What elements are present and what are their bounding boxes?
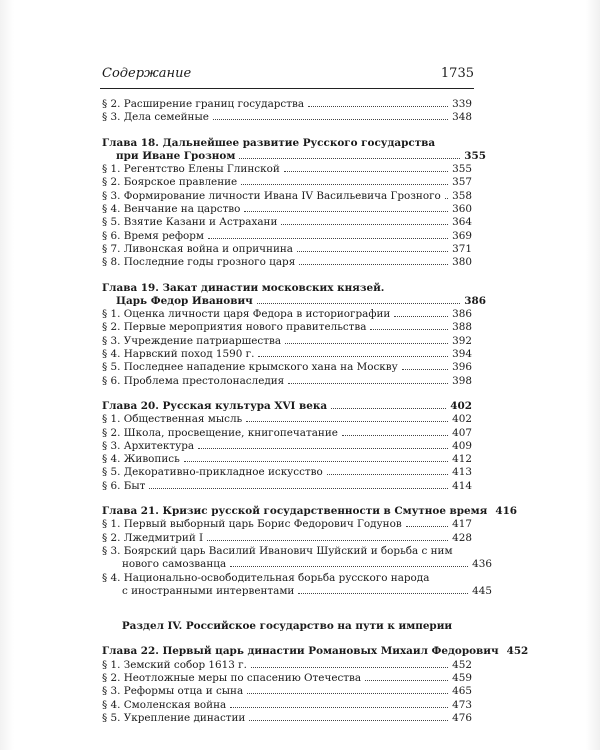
toc-entry[interactable] (102, 545, 472, 558)
toc-entry-text: § 1. Общественная мысль (102, 413, 243, 426)
toc-entry-page: 409 (452, 439, 472, 452)
chapter-heading-text: Глава 22. Первый царь династии Романовых Михаил Федорович (102, 645, 499, 658)
dot-leader (281, 216, 448, 225)
chapter-heading-continuation-text: при Иване Грозном (116, 149, 236, 162)
chapter-heading-continuation-text: Царь Федор Иванович (116, 294, 253, 307)
chapter-heading-continuation[interactable] (102, 295, 486, 308)
toc-entry-page: 398 (452, 374, 472, 387)
running-header (100, 66, 474, 89)
toc-entry-continuation-text: с иностранными интервентами (122, 584, 295, 597)
toc-entry-continuation-text: нового самозванца (122, 558, 227, 571)
toc-entry-page: 386 (452, 308, 472, 321)
toc-entry-text: § 3. Боярский царь Василий Иванович Шуйский и борьба с ним (102, 544, 453, 557)
dot-leader (327, 466, 448, 475)
toc-entry-text: § 2. Школа, просвещение, книгопечатание (102, 426, 338, 439)
dot-leader (244, 203, 448, 212)
dot-leader (258, 348, 448, 357)
toc-entry-page: 414 (452, 479, 472, 492)
toc-entry-page: 360 (452, 203, 472, 216)
toc-entry-text: § 4. Венчание на царство (102, 203, 241, 216)
toc-entry-continuation[interactable] (102, 585, 492, 598)
toc-entry-text: § 1. Первый выборный царь Борис Федорович Годунов (102, 518, 402, 531)
chapter-heading-continuation-page: 355 (464, 149, 486, 162)
dot-leader (394, 308, 448, 317)
dot-leader (246, 413, 448, 422)
toc-entry-page: 428 (452, 531, 472, 544)
toc-entry-text: § 6. Время реформ (102, 229, 205, 242)
toc-entry-text: § 2. Первые мероприятия нового правительства (102, 321, 367, 334)
chapter-heading-text: Глава 18. Дальнейшее развитие Русского государства (102, 136, 436, 149)
chapter-heading-page: 402 (450, 399, 472, 412)
dot-leader (342, 427, 448, 436)
toc-entry[interactable] (102, 532, 472, 545)
toc-entry-text: § 4. Национально-освободительная борьба русского народа (102, 571, 430, 584)
dot-leader (298, 585, 468, 594)
toc-entry-text: § 2. Расширение границ государства (102, 98, 305, 110)
toc-entry-text: § 5. Укрепление династии (102, 711, 246, 724)
dot-leader (184, 453, 448, 462)
spacer (102, 125, 472, 137)
toc-entry-continuation-page: 436 (472, 558, 492, 571)
dot-leader (445, 190, 448, 199)
toc-entry-page: 402 (452, 413, 472, 426)
header-page-number: 1735 (440, 66, 474, 81)
toc-entry[interactable] (102, 518, 472, 531)
toc-entry-page: 364 (452, 216, 472, 229)
toc-entry[interactable] (102, 243, 472, 256)
toc-entry[interactable] (102, 427, 472, 440)
dot-leader (249, 712, 448, 721)
dot-leader (251, 659, 448, 668)
toc-entry[interactable] (102, 672, 472, 685)
chapter-heading-page: 416 (495, 505, 518, 518)
dot-leader (230, 558, 468, 567)
toc-entry-page: 417 (452, 518, 472, 531)
toc-entry-page: 459 (452, 671, 472, 684)
dot-leader (207, 532, 448, 541)
dot-leader (247, 685, 448, 694)
dot-leader (198, 440, 448, 449)
toc-entry-page: 357 (452, 176, 472, 189)
toc-entry[interactable] (102, 453, 472, 466)
toc-entry-text: § 2. Неотложные меры по спасению Отечества (102, 671, 362, 684)
spacer (102, 388, 472, 400)
toc-entry-page: 412 (452, 453, 472, 466)
spacer (102, 493, 472, 505)
toc-entry-text: § 6. Проблема престолонаследия (102, 374, 285, 387)
dot-leader (297, 243, 448, 252)
dot-leader (284, 163, 448, 172)
dot-leader (331, 400, 446, 409)
dot-leader (239, 150, 460, 159)
toc-entry-page: 476 (452, 711, 472, 724)
toc-entry-text: § 1. Регентство Елены Глинской (102, 163, 280, 176)
toc-entry-text: § 8. Последние годы грозного царя (102, 256, 296, 269)
toc-entry[interactable] (102, 163, 472, 176)
toc-entry[interactable] (102, 308, 472, 321)
toc-entry[interactable] (102, 572, 472, 585)
chapter-heading-continuation[interactable] (102, 150, 486, 163)
toc-entry[interactable] (102, 256, 472, 269)
chapter-heading[interactable] (102, 400, 472, 413)
toc-entry[interactable] (102, 413, 472, 426)
toc-entry-page: 413 (452, 466, 472, 479)
toc-entry-continuation[interactable] (102, 558, 492, 571)
toc-entry-text: § 5. Декоративно-прикладное искусство (102, 466, 323, 479)
dot-leader (288, 375, 448, 384)
toc-entry[interactable] (102, 111, 472, 124)
toc-entry[interactable] (102, 321, 472, 334)
part-heading-text: Раздел IV. Российское государство на пути к империи (121, 620, 453, 633)
toc-entry[interactable] (102, 230, 472, 243)
dot-leader (241, 176, 448, 185)
dot-leader (149, 480, 448, 489)
toc-entry[interactable] (102, 466, 472, 479)
toc-entry-text: § 5. Последнее нападение крымского хана на Москву (102, 361, 398, 374)
table-of-contents (102, 98, 529, 725)
dot-leader (406, 518, 448, 527)
toc-entry-text: § 3. Архитектура (102, 439, 195, 452)
toc-entry-text: § 6. Быт (102, 479, 146, 492)
toc-entry[interactable] (102, 480, 472, 493)
toc-entry[interactable] (102, 190, 472, 203)
toc-entry[interactable] (102, 440, 472, 453)
toc-entry-continuation-page: 445 (472, 584, 492, 597)
spacer (102, 270, 472, 282)
chapter-heading[interactable] (102, 137, 472, 150)
toc-entry-page: 358 (452, 189, 472, 202)
toc-entry-page: 452 (452, 658, 472, 671)
dot-leader (230, 699, 448, 708)
toc-entry-page: 380 (452, 256, 472, 269)
toc-entry-page: 396 (452, 361, 472, 374)
dot-leader (365, 672, 448, 681)
toc-entry[interactable] (102, 216, 472, 229)
dot-leader (402, 361, 448, 370)
toc-entry-text: § 5. Взятие Казани и Астрахани (102, 216, 278, 229)
dot-leader (213, 111, 448, 120)
dot-leader (370, 321, 448, 330)
toc-entry-text: § 2. Лжедмитрий I (102, 531, 204, 544)
toc-entry-text: § 3. Реформы отца и сына (102, 685, 244, 698)
toc-entry-text: § 4. Смоленская война (102, 698, 227, 711)
toc-entry[interactable] (102, 176, 472, 189)
toc-entry-page: 339 (452, 98, 472, 110)
toc-entry-text: § 1. Земский собор 1613 г. (102, 658, 247, 671)
toc-entry-text: § 4. Нарвский поход 1590 г. (102, 348, 255, 361)
toc-entry-page: 407 (452, 426, 472, 439)
chapter-heading-text: Глава 21. Кризис русской государственности в Смутное время (102, 505, 488, 518)
toc-entry-page: 355 (452, 163, 472, 176)
toc-entry-text: § 7. Ливонская война и опричнина (102, 242, 293, 255)
toc-entry[interactable] (102, 203, 472, 216)
toc-entry-page: 388 (452, 321, 472, 334)
toc-entry-text: § 3. Учреждение патриаршества (102, 334, 282, 347)
header-title: Содержание (102, 66, 192, 81)
toc-entry[interactable] (102, 699, 472, 712)
toc-entry[interactable] (102, 375, 472, 388)
dot-leader (208, 230, 448, 239)
toc-entry-page: 473 (452, 698, 472, 711)
toc-entry[interactable] (102, 348, 472, 361)
toc-entry[interactable] (102, 361, 472, 374)
dot-leader (285, 335, 448, 344)
toc-entry-text: § 4. Живопись (102, 453, 180, 466)
dot-leader (299, 256, 448, 265)
toc-entry-text: § 1. Оценка личности царя Федора в историографии (102, 308, 391, 321)
toc-entry-text: § 3. Дела семейные (102, 111, 209, 124)
part-heading[interactable] (102, 620, 472, 633)
toc-entry-page: 371 (452, 242, 472, 255)
chapter-heading[interactable] (102, 282, 472, 295)
chapter-heading-text: Глава 19. Закат династии московских князей. (102, 281, 385, 294)
spacer (102, 633, 472, 645)
dot-leader (308, 98, 448, 107)
spacer (102, 598, 472, 620)
toc-entry[interactable] (102, 712, 472, 725)
toc-entry-text: § 3. Формирование личности Ивана IV Васильевича Грозного (102, 189, 441, 202)
chapter-heading-page: 452 (506, 645, 529, 658)
dot-leader (257, 295, 461, 304)
toc-entry-page: 465 (452, 685, 472, 698)
toc-entry[interactable] (102, 685, 472, 698)
chapter-heading[interactable] (102, 645, 529, 658)
toc-entry[interactable] (102, 98, 472, 111)
toc-entry-page: 348 (452, 111, 472, 124)
toc-entry-page: 369 (452, 229, 472, 242)
toc-entry-page: 392 (452, 334, 472, 347)
chapter-heading-continuation-page: 386 (464, 294, 486, 307)
chapter-heading[interactable] (102, 505, 518, 518)
toc-entry-text: § 2. Боярское правление (102, 176, 238, 189)
toc-entry[interactable] (102, 659, 472, 672)
toc-entry[interactable] (102, 335, 472, 348)
chapter-heading-text: Глава 20. Русская культура XVI века (102, 399, 328, 412)
toc-entry-page: 394 (452, 348, 472, 361)
